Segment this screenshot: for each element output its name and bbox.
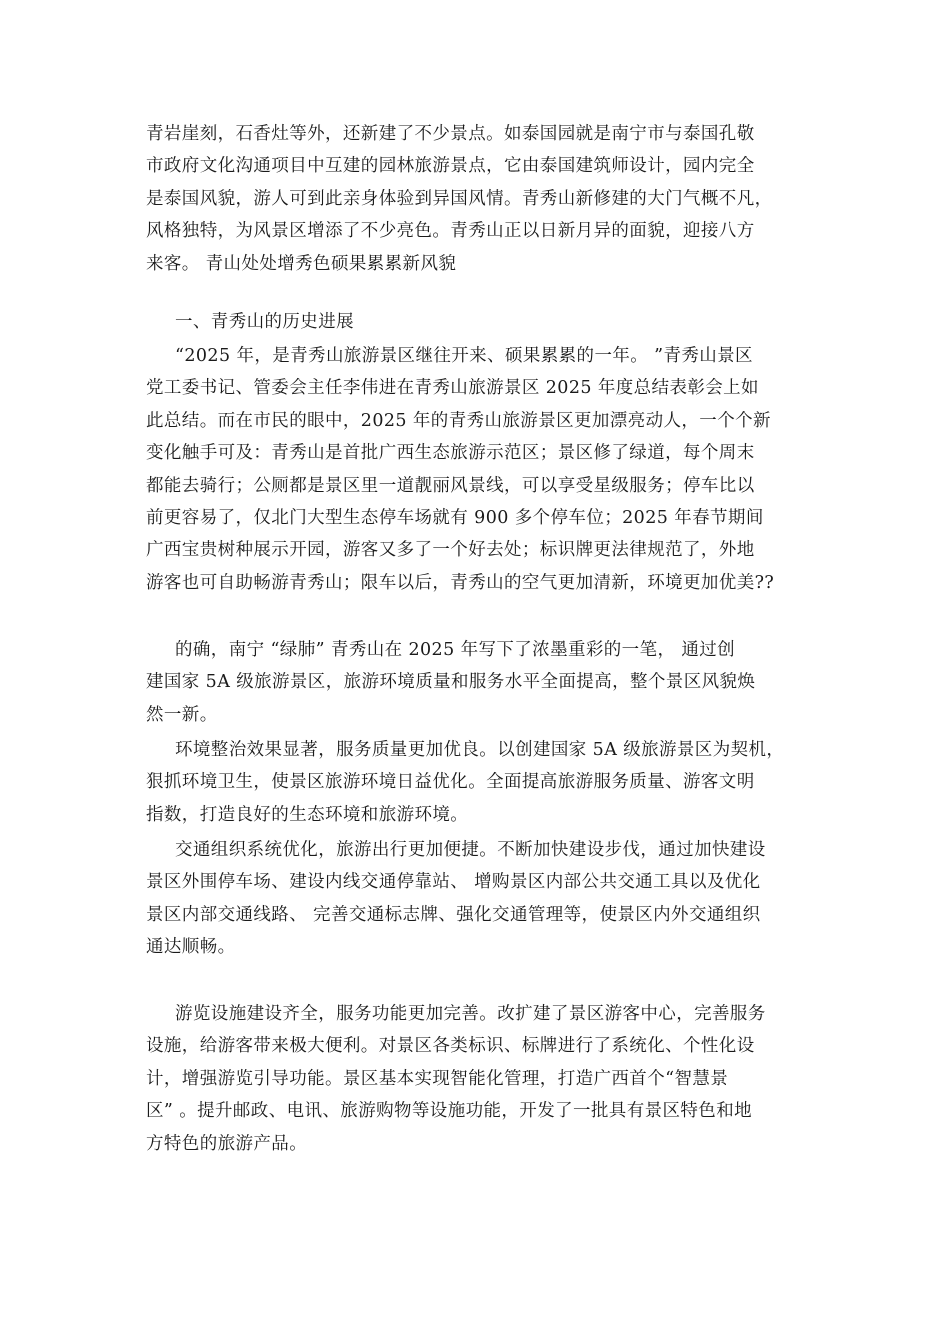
text-line: 狠抓环境卫生，使景区旅游环境日益优化。全面提高旅游服务质量、游客文明: [146, 772, 755, 793]
text-line: 风格独特，为风景区增添了不少亮色。青秀山正以日新月异的面貌，迎接八方: [146, 221, 755, 242]
heading-text: 一、青秀山的历史进展: [175, 312, 354, 332]
text-line: 党工委书记、管委会主任李伟进在青秀山旅游景区 2025 年度总结表彰会上如: [146, 378, 759, 399]
text-line: 设施，给游客带来极大便利。对景区各类标识、标牌进行了系统化、个性化设: [146, 1036, 755, 1057]
text-line: 环境整治效果显著，服务质量更加优良。以创建国家 5A 级旅游景区为契机，: [175, 740, 785, 760]
text-line: 变化触手可及：青秀山是首批广西生态旅游示范区；景区修了绿道，每个周末: [146, 443, 755, 464]
text-line: 景区外围停车场、建设内线交通停靠站、 增购景区内部公共交通工具以及优化: [146, 872, 761, 893]
text-line: 游客也可自助畅游青秀山；限车以后，青秀山的空气更加清新，环境更加优美??: [146, 572, 775, 593]
text-line: 广西宝贵树种展示开园，游客又多了一个好去处；标识牌更法律规范了，外地: [146, 540, 755, 561]
text-line: 游览设施建设齐全，服务功能更加完善。改扩建了景区游客中心，完善服务: [175, 1004, 766, 1024]
section-heading: [146, 306, 818, 338]
text-line: 来客。 青山处处增秀色硕果累累新风貌: [146, 253, 457, 274]
text-line: “2025 年，是青秀山旅游景区继往开来、硕果累累的一年。 ”青秀山景区: [175, 346, 753, 366]
paragraph-environment: [146, 734, 818, 831]
text-line: 此总结。而在市民的眼中，2025 年的青秀山旅游景区更加漂亮动人，一个个新: [146, 410, 771, 431]
text-line: 然一新。: [146, 704, 218, 725]
text-line: 指数，打造良好的生态环境和旅游环境。: [146, 804, 469, 825]
text-line: 计，增强游览引导功能。景区基本实现智能化管理，打造广西首个“智慧景: [146, 1068, 729, 1089]
paragraph-2025-summary: [146, 340, 818, 599]
text-line: 建国家 5A 级旅游景区，旅游环境质量和服务水平全面提高，整个景区风貌焕: [146, 672, 756, 693]
paragraph-transport: [146, 834, 818, 964]
text-line: 方特色的旅游产品。: [146, 1133, 308, 1154]
text-line: 市政府文化沟通项目中互建的园林旅游景点，它由泰国建筑师设计，园内完全: [146, 156, 755, 177]
text-line: 是泰国风貌，游人可到此亲身体验到异国风情。青秀山新修建的大门气概不凡，: [146, 188, 773, 209]
text-line: 景区内部交通线路、 完善交通标志牌、强化交通管理等，使景区内外交通组织: [146, 904, 761, 925]
text-line: 的确，南宁 “绿肺” 青秀山在 2025 年写下了浓墨重彩的一笔， 通过创: [175, 640, 736, 660]
paragraph-facilities: [146, 998, 818, 1160]
text-line: 区” 。提升邮政、电讯、旅游购物等设施功能，开发了一批具有景区特色和地: [146, 1101, 753, 1122]
text-line: 青岩崖刻，石香灶等外，还新建了不少景点。如泰国园就是南宁市与泰国孔敬: [146, 124, 755, 144]
text-line: 都能去骑行；公厕都是景区里一道靓丽风景线，可以享受星级服务；停车比以: [146, 475, 755, 496]
text-line: 通达顺畅。: [146, 937, 236, 958]
text-line: 前更容易了，仅北门大型生态停车场就有 900 多个停车位；2025 年春节期间: [146, 507, 764, 528]
paragraph-green-lung: [146, 634, 818, 731]
paragraph-thailand-garden: [146, 118, 818, 280]
text-line: 交通组织系统优化，旅游出行更加便捷。不断加快建设步伐，通过加快建设: [175, 840, 766, 860]
